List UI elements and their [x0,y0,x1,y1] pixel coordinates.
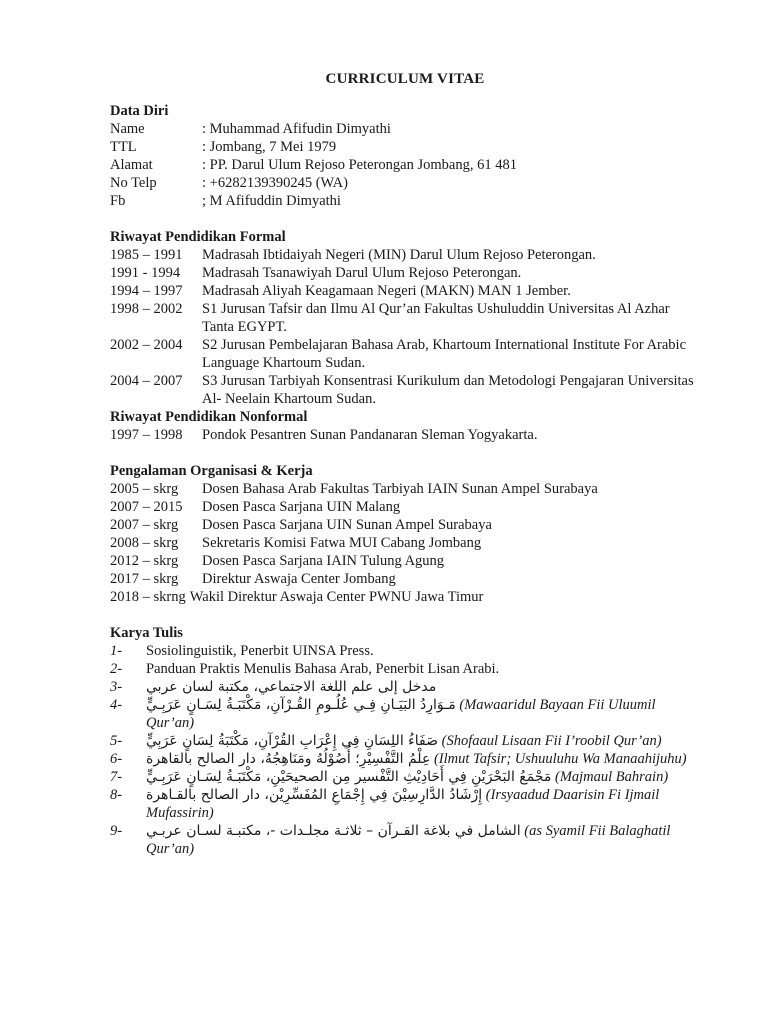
work-row [110,552,700,570]
publication-transliteration: (Majmaul Bahrain) [555,769,669,785]
info-row [110,192,700,210]
publication-arabic-title: مَجْمَعُ البَحْرَيْنِ فِي أَحَادِيْثِ التَّفْسير مِن الصحيحَيْنِ، مَكْتَبَـةُ لِسَـانٍ عَرَبِـيٍّ [146,769,552,785]
publication-item [110,732,700,750]
info-row [110,174,700,192]
education-desc: S3 Jurusan Tarbiyah Konsentrasi Kurikulum dan Metodologi Pengajaran Universitas Al- Neelain Khartoum Sudan. [202,373,694,407]
work-years: 2012 – skrg [110,553,179,569]
publication-number: 2- [110,661,123,677]
section-heading-work: Pengalaman Organisasi & Kerja [110,463,313,479]
document-title: CURRICULUM VITAE [325,71,485,87]
publication-item [110,750,700,768]
info-label: No Telp [110,175,157,191]
education-years: 2002 – 2004 [110,337,183,353]
publication-item [110,642,700,660]
publication-number: 5- [110,733,123,749]
publication-number: 8- [110,787,123,803]
publication-arabic-title: صَفَاءُ اللِسَانِ فِي إِعْرَابِ القُرْآنِ، مَكْتَبَةُ لِسَانٍ عَرَبِيٍّ [146,733,438,749]
publication-transliteration: (as Syamil Fii Balaghatil Qur’an) [146,823,671,857]
publication-transliteration: (Shofaaul Lisaan Fii I’roobil Qur’an) [441,733,662,749]
work-desc: Sekretaris Komisi Fatwa MUI Cabang Jombang [202,535,482,551]
cv-document [110,70,700,858]
publication-item [110,660,700,678]
info-value: : Muhammad Afifudin Dimyathi [202,121,391,137]
education-desc: Madrasah Aliyah Keagamaan Negeri (MAKN) MAN 1 Jember. [202,283,571,299]
education-desc: Madrasah Tsanawiyah Darul Ulum Rejoso Peterongan. [202,265,522,281]
publication-number: 6- [110,751,123,767]
info-row [110,156,700,174]
info-label: Fb [110,193,126,209]
education-desc: S1 Jurusan Tafsir dan Ilmu Al Qur’an Fakultas Ushuluddin Universitas Al Azhar Tanta EGYPT. [202,301,670,335]
work-years: 2008 – skrg [110,535,179,551]
publication-transliteration: (Mawaaridul Bayaan Fii Uluumil Qur’an) [146,697,656,731]
publication-arabic-title: عِلْمُ التَّفْسِيْرِ؛ أُصُوْلُهُ ومَنَاهِجُهُ، دار الصالح بالقاهرة [146,751,431,767]
info-label: Name [110,121,145,137]
work-desc: Dosen Pasca Sarjana UIN Sunan Ampel Surabaya [202,517,492,533]
education-row [110,336,700,372]
publication-arabic-title: مَـوَارِدُ البَيَـانِ فِـي عُلُـومِ القُـرْآنِ، مَكْتَبَـةُ لِسَـانٍ عَرَبِـيٍّ [146,697,456,713]
education-row [110,426,700,444]
work-desc: Dosen Pasca Sarjana UIN Malang [202,499,401,515]
education-years: 1997 – 1998 [110,427,183,443]
work-row [110,498,700,516]
work-row [110,588,700,606]
publication-transliteration: (Ilmut Tafsir; Ushuuluhu Wa Manaahijuhu) [433,751,687,767]
info-row [110,120,700,138]
education-years: 1994 – 1997 [110,283,183,299]
publication-number: 7- [110,769,123,785]
publication-title: Panduan Praktis Menulis Bahasa Arab, Penerbit Lisan Arabi. [146,661,500,677]
education-years: 1985 – 1991 [110,247,183,263]
work-years: 2018 – skrng [110,589,186,605]
publication-arabic-title: مدخل إلى علم اللغة الاجتماعي، مكتبة لسان عربي [146,679,437,695]
publication-item [110,696,700,732]
education-years: 1991 - 1994 [110,265,181,281]
education-years: 2004 – 2007 [110,373,183,389]
publication-item [110,822,700,858]
work-desc: Dosen Bahasa Arab Fakultas Tarbiyah IAIN Sunan Ampel Surabaya [202,481,598,497]
publication-number: 9- [110,823,123,839]
education-desc: S2 Jurusan Pembelajaran Bahasa Arab, Khartoum International Institute For Arabic Language Khartoum Sudan. [202,337,687,371]
publication-number: 4- [110,697,123,713]
publication-title: Sosiolinguistik, Penerbit UINSA Press. [146,643,374,659]
work-desc: Dosen Pasca Sarjana IAIN Tulung Agung [202,553,445,569]
section-heading-karya: Karya Tulis [110,625,183,641]
publication-item [110,678,700,696]
work-row [110,534,700,552]
publication-number: 1- [110,643,123,659]
publication-transliteration: (Irsyaadud Daarisin Fi Ijmail Mufassirin) [146,787,660,821]
info-value: : Jombang, 7 Mei 1979 [202,139,337,155]
work-desc: Direktur Aswaja Center Jombang [202,571,396,587]
work-years: 2007 – skrg [110,517,179,533]
work-row [110,570,700,588]
education-desc: Madrasah Ibtidaiyah Negeri (MIN) Darul Ulum Rejoso Peterongan. [202,247,596,263]
education-years: 1998 – 2002 [110,301,183,317]
info-value: ; M Afifuddin Dimyathi [202,193,341,209]
publication-item [110,786,700,822]
education-row [110,264,700,282]
info-label: TTL [110,139,137,155]
education-row [110,246,700,264]
work-years: 2005 – skrg [110,481,179,497]
education-desc: Pondok Pesantren Sunan Pandanaran Sleman Yogyakarta. [202,427,538,443]
work-row [110,516,700,534]
publication-arabic-title: إِرْشَادُ الدَّارِسِيْنَ فِي إِجْمَاعِ المُفَسِّرِيْن، دار الصالح بالقـاهرة [146,787,483,803]
section-heading-data-diri: Data Diri [110,103,169,119]
publication-item [110,768,700,786]
education-row [110,282,700,300]
info-row [110,138,700,156]
education-row [110,372,700,408]
work-years: 2007 – 2015 [110,499,183,515]
publication-arabic-title: الشامل في بلاغة القـرآن – ثلاثـة مجلـدات -، مكتبـة لسـان عربـي [146,823,521,839]
section-heading-formal: Riwayat Pendidikan Formal [110,229,286,245]
work-desc: Wakil Direktur Aswaja Center PWNU Jawa Timur [189,589,484,605]
work-row [110,480,700,498]
info-value: : PP. Darul Ulum Rejoso Peterongan Jombang, 61 481 [202,157,517,173]
section-heading-nonformal: Riwayat Pendidikan Nonformal [110,409,308,425]
publication-number: 3- [110,679,123,695]
education-row [110,300,700,336]
info-label: Alamat [110,157,153,173]
work-years: 2017 – skrg [110,571,179,587]
info-value: : +6282139390245 (WA) [202,175,348,191]
